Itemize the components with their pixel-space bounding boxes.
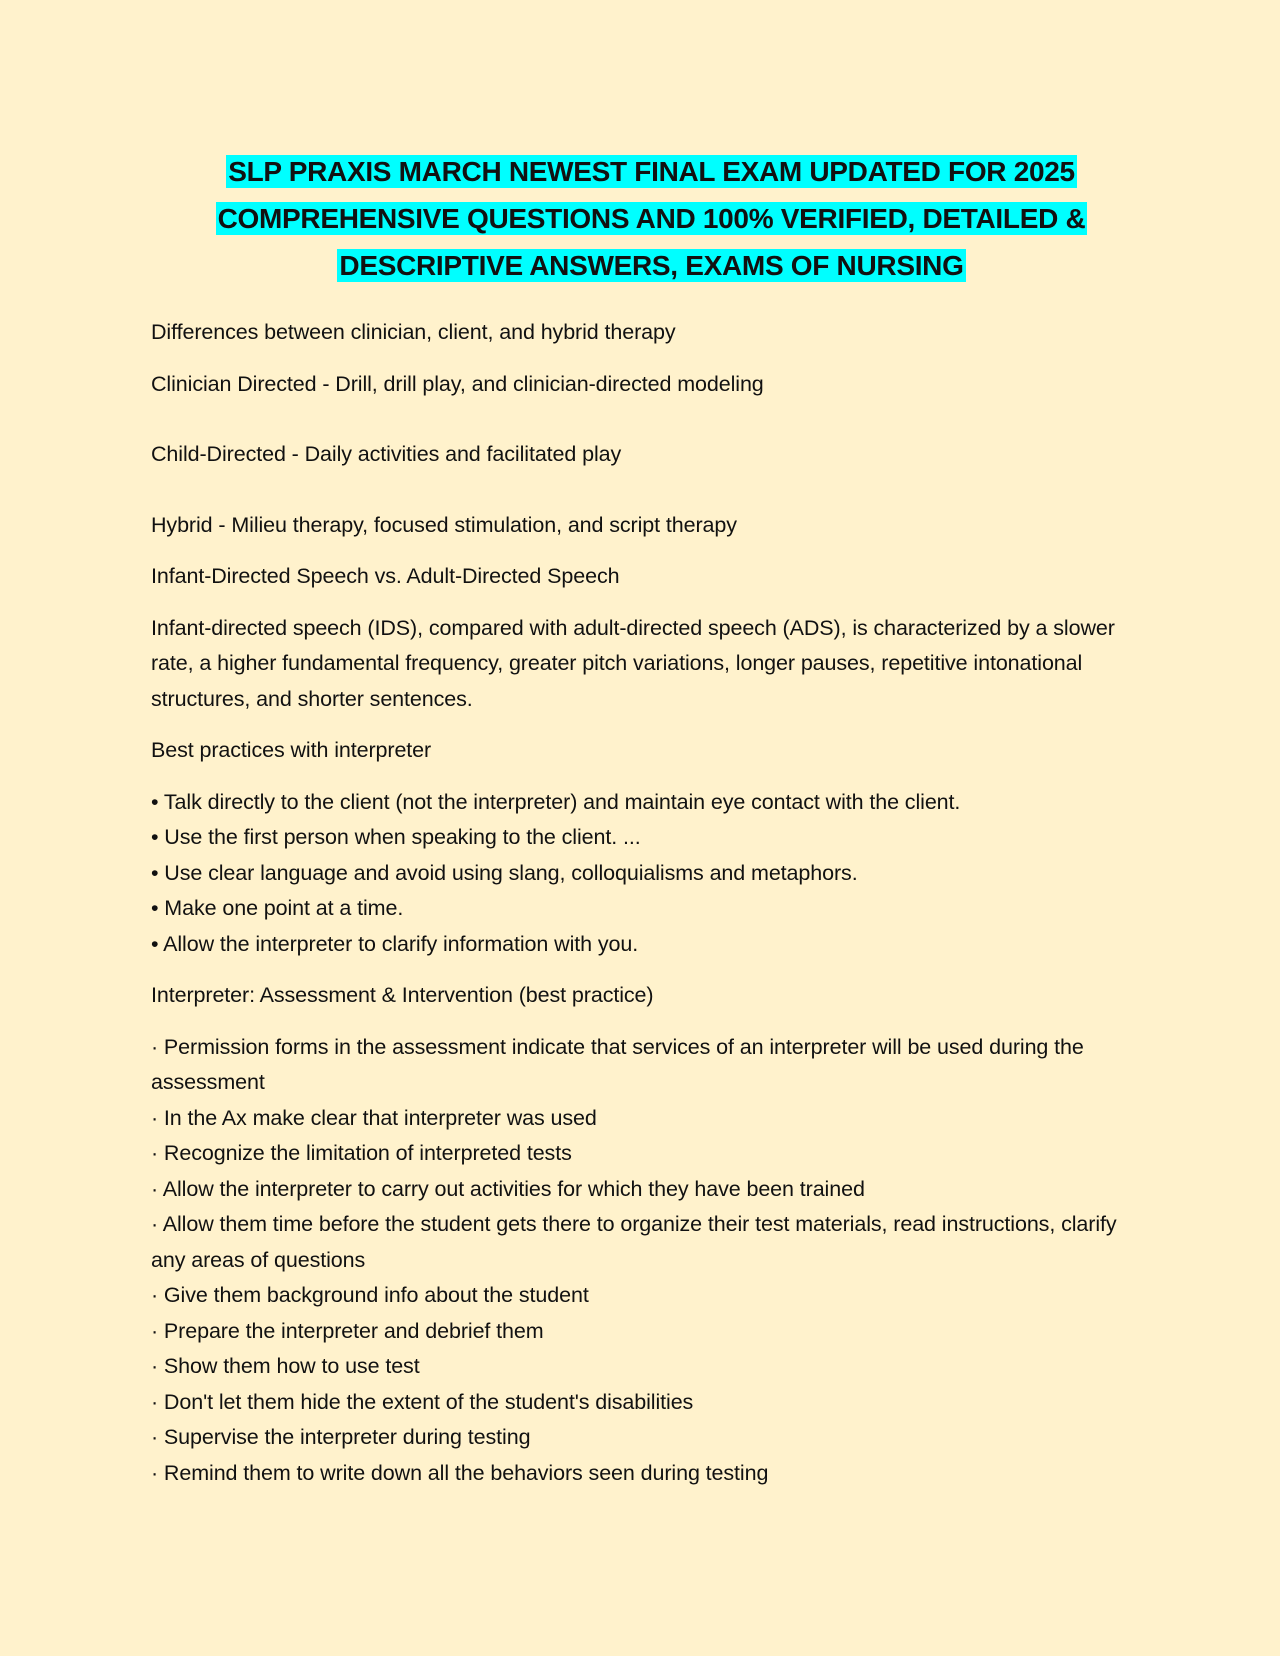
list-item: · Remind them to write down all the behaviors seen during testing [151, 1460, 769, 1485]
ids-heading: Infant-Directed Speech vs. Adult-Directed Speech [151, 564, 620, 588]
list-item: · Supervise the interpreter during testing [151, 1425, 531, 1449]
list-item: • Make one point at a time. [151, 896, 404, 920]
list-item: · Prepare the interpreter and debrief them [151, 1318, 544, 1343]
hybrid-text: Hybrid - Milieu therapy, focused stimulation, and script therapy [151, 512, 737, 537]
assessment-heading: Interpreter: Assessment & Intervention (best practice) [151, 983, 654, 1007]
list-item: · Don't let them hide the extent of the student's disabilities [151, 1389, 694, 1414]
interpreter-list [151, 785, 1152, 963]
list-item: · In the Ax make clear that interpreter was used [151, 1105, 597, 1130]
document-title [151, 148, 1152, 289]
therapy-heading: Differences between clinician, client, and hybrid therapy [151, 320, 676, 344]
list-item: · Give them background info about the student [151, 1283, 589, 1307]
list-item: · Allow them time before the student gets there to organize their test materials, read instructions, clarify any areas of questions [151, 1212, 1117, 1272]
title-line-2: COMPREHENSIVE QUESTIONS AND 100% VERIFIED, DETAILED & [217, 203, 1086, 234]
title-line-3: DESCRIPTIVE ANSWERS, EXAMS OF NURSING [339, 250, 964, 281]
list-item: • Use clear language and avoid using slang, colloquialisms and metaphors. [151, 860, 858, 885]
list-item: • Talk directly to the client (not the interpreter) and maintain eye contact with the client. [151, 789, 961, 814]
clinician-directed-text: Clinician Directed - Drill, drill play, and clinician-directed modeling [151, 371, 764, 396]
list-item: · Allow the interpreter to carry out activities for which they have been trained [151, 1176, 865, 1201]
list-item: • Allow the interpreter to clarify information with you. [151, 931, 639, 956]
child-directed-text: Child-Directed - Daily activities and facilitated play [151, 442, 622, 466]
title-line-1: SLP PRAXIS MARCH NEWEST FINAL EXAM UPDATED FOR 2025 [228, 156, 1075, 187]
list-item: · Recognize the limitation of interpreted tests [151, 1141, 572, 1165]
interpreter-heading: Best practices with interpreter [151, 738, 432, 762]
list-item: • Use the first person when speaking to the client. ... [151, 825, 641, 849]
ids-body: Infant-directed speech (IDS), compared with adult-directed speech (ADS), is characterized by a slower rate, a higher fundamental frequency, greater pitch variations, longer pauses, repetitive intonational structures, and shorter sentences. [151, 615, 1115, 711]
assessment-list [151, 1030, 1152, 1492]
list-item: · Permission forms in the assessment indicate that services of an interpreter will be used during the assessment [151, 1034, 1084, 1094]
list-item: · Show them how to use test [151, 1354, 420, 1378]
